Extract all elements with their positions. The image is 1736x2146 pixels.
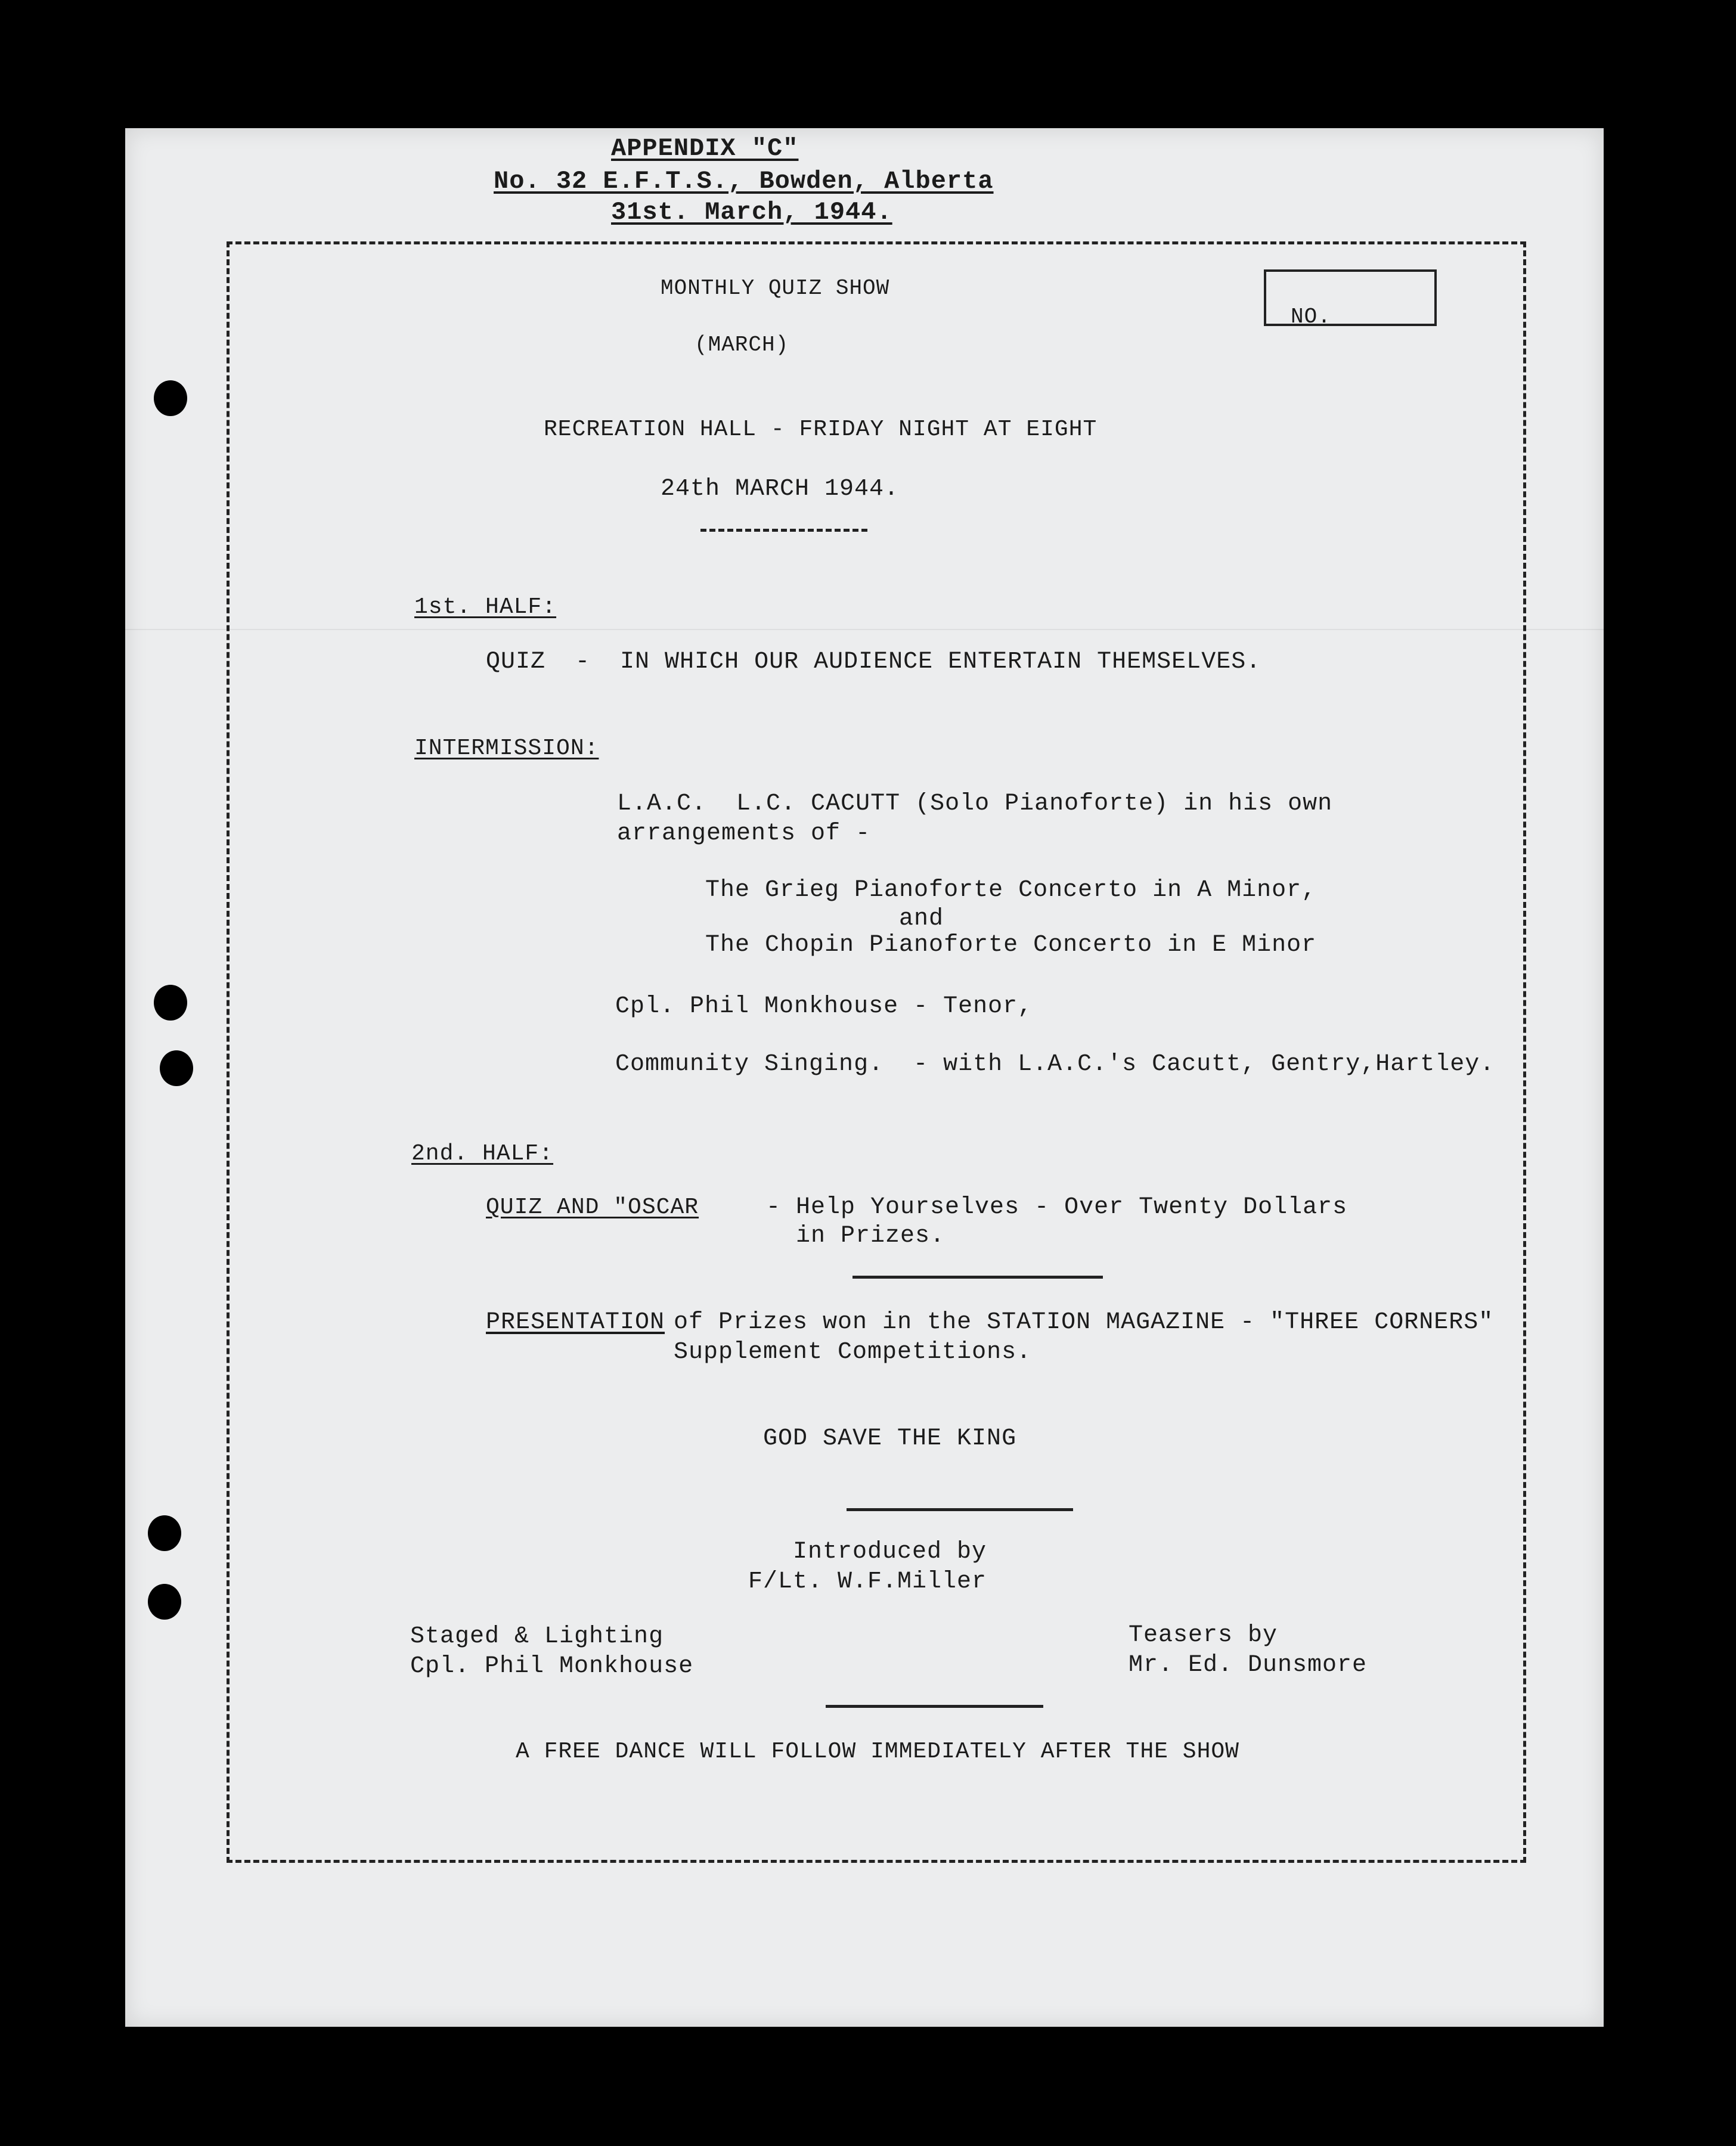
number-box bbox=[1264, 269, 1437, 326]
second-half-heading: 2nd. HALF: bbox=[411, 1141, 554, 1167]
punch-hole bbox=[148, 1584, 181, 1620]
quiz-oscar-label: QUIZ AND "OSCAR bbox=[486, 1195, 699, 1220]
anthem-line: GOD SAVE THE KING bbox=[763, 1425, 1017, 1452]
punch-hole bbox=[160, 1050, 193, 1086]
event-date: 24th MARCH 1944. bbox=[661, 476, 900, 503]
date-heading: 31st. March, 1944. bbox=[611, 198, 892, 227]
divider bbox=[700, 529, 867, 532]
number-label: NO. bbox=[1291, 305, 1331, 329]
appendix-heading: APPENDIX "C" bbox=[611, 134, 799, 163]
teasers-label: Teasers by bbox=[1129, 1622, 1278, 1649]
dance-notice: A FREE DANCE WILL FOLLOW IMMEDIATELY AFTER THE SHOW bbox=[516, 1739, 1239, 1764]
unit-heading: No. 32 E.F.T.S., Bowden, Alberta bbox=[494, 167, 994, 196]
presentation-line: Supplement Competitions. bbox=[674, 1339, 1032, 1366]
tenor-line: Cpl. Phil Monkhouse - Tenor, bbox=[615, 993, 1033, 1020]
conjunction: and bbox=[899, 905, 944, 932]
programme-month: (MARCH) bbox=[695, 333, 789, 357]
first-half-heading: 1st. HALF: bbox=[414, 594, 557, 620]
divider bbox=[826, 1705, 1043, 1708]
teasers-name: Mr. Ed. Dunsmore bbox=[1129, 1652, 1368, 1679]
staged-name: Cpl. Phil Monkhouse bbox=[410, 1653, 694, 1680]
signature-line bbox=[847, 1508, 1073, 1511]
concerto-line: The Grieg Pianoforte Concerto in A Minor, bbox=[705, 877, 1317, 904]
introduced-name: F/Lt. W.F.Miller bbox=[748, 1568, 987, 1595]
intermission-heading: INTERMISSION: bbox=[414, 736, 599, 761]
programme-title: MONTHLY QUIZ SHOW bbox=[661, 276, 890, 300]
punch-hole bbox=[154, 380, 187, 416]
singing-line: Community Singing. - with L.A.C.'s Cacutt, Gentry,Hartley. bbox=[615, 1051, 1495, 1078]
venue-line: RECREATION HALL - FRIDAY NIGHT AT EIGHT bbox=[544, 417, 1098, 442]
presentation-label: PRESENTATION bbox=[486, 1309, 665, 1336]
punch-hole bbox=[154, 985, 187, 1021]
performer-line: arrangements of - bbox=[617, 820, 871, 847]
introduced-label: Introduced by bbox=[793, 1539, 987, 1565]
divider bbox=[852, 1276, 1103, 1279]
punch-hole bbox=[148, 1515, 181, 1551]
quiz-oscar-line: in Prizes. bbox=[796, 1223, 946, 1249]
staged-label: Staged & Lighting bbox=[410, 1623, 664, 1650]
quiz-oscar-line: - Help Yourselves - Over Twenty Dollars bbox=[766, 1194, 1348, 1221]
performer-line: L.A.C. L.C. CACUTT (Solo Pianoforte) in his own bbox=[617, 790, 1333, 817]
presentation-line: of Prizes won in the STATION MAGAZINE - "THREE CORNERS" bbox=[659, 1309, 1494, 1336]
first-half-item: QUIZ - IN WHICH OUR AUDIENCE ENTERTAIN THEMSELVES. bbox=[486, 649, 1261, 675]
concerto-line: The Chopin Pianoforte Concerto in E Minor bbox=[705, 932, 1317, 959]
